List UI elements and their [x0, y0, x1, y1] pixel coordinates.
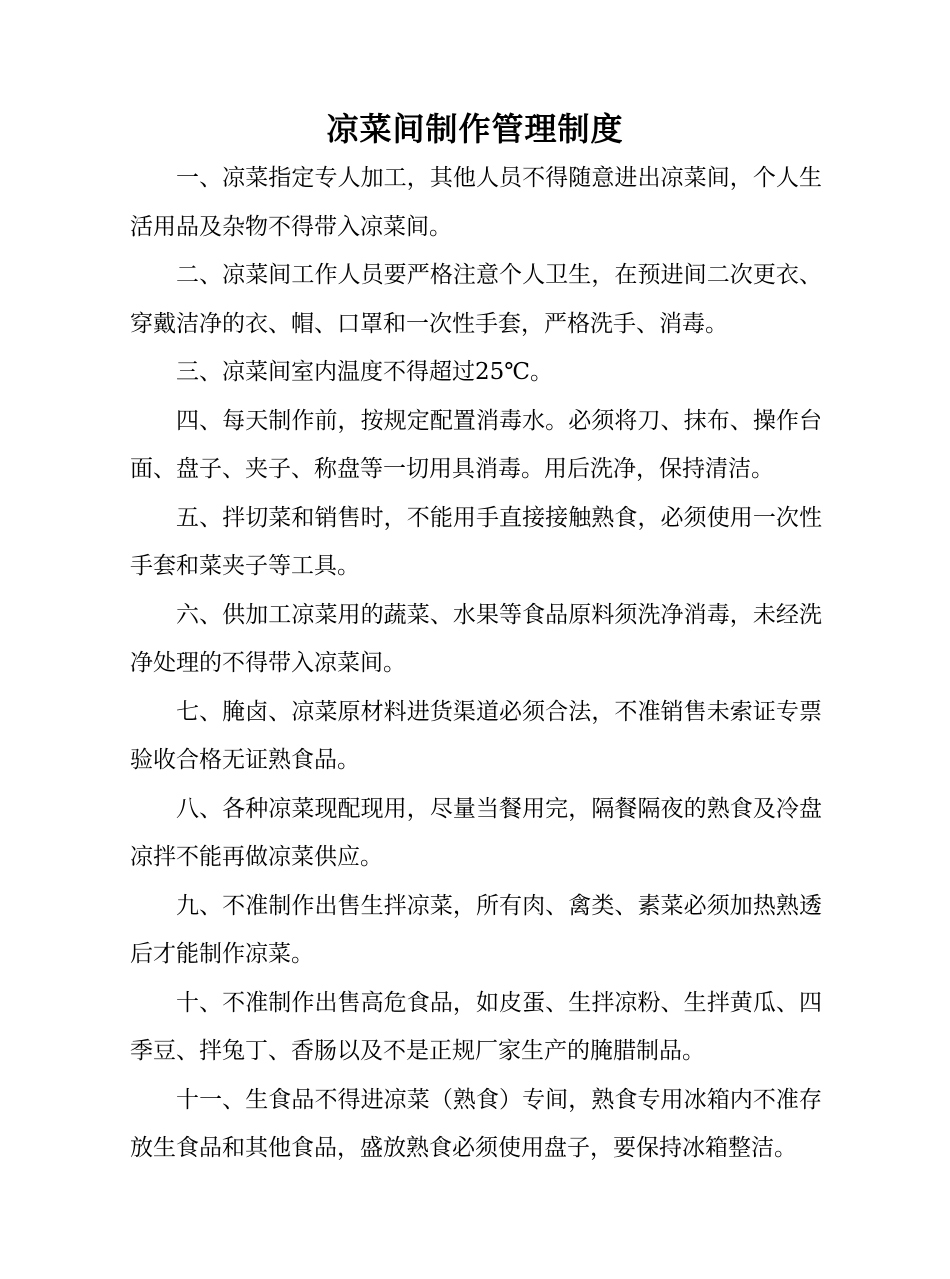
rule-paragraph-6: 六、供加工凉菜用的蔬菜、水果等食品原料须洗净消毒，未经洗净处理的不得带入凉菜间。	[130, 601, 822, 676]
rule-paragraph-2: 二、凉菜间工作人员要严格注意个人卫生，在预进间二次更衣、穿戴洁净的衣、帽、口罩和一次性手套，严格洗手、消毒。	[130, 262, 822, 337]
rule-paragraph-7: 七、腌卤、凉菜原材料进货渠道必须合法，不准销售未索证专票验收合格无证熟食品。	[130, 698, 822, 773]
rule-paragraph-9: 九、不准制作出售生拌凉菜，所有肉、禽类、素菜必须加热熟透后才能制作凉菜。	[130, 892, 822, 967]
document-title: 凉菜间制作管理制度	[326, 110, 624, 148]
rule-paragraph-1: 一、凉菜指定专人加工，其他人员不得随意进出凉菜间，个人生活用品及杂物不得带入凉菜间。	[130, 165, 822, 240]
rule-paragraph-3: 三、凉菜间室内温度不得超过25℃。	[176, 359, 553, 385]
rule-paragraph-5: 五、拌切菜和销售时，不能用手直接接触熟食，必须使用一次性手套和菜夹子等工具。	[130, 504, 822, 579]
document-body	[130, 154, 822, 1173]
rule-paragraph-10: 十、不准制作出售高危食品，如皮蛋、生拌凉粉、生拌黄瓜、四季豆、拌兔丁、香肠以及不是正规厂家生产的腌腊制品。	[130, 989, 822, 1064]
rule-paragraph-8: 八、各种凉菜现配现用，尽量当餐用完，隔餐隔夜的熟食及冷盘凉拌不能再做凉菜供应。	[130, 795, 822, 870]
rule-paragraph-4: 四、每天制作前，按规定配置消毒水。必须将刀、抹布、操作台面、盘子、夹子、称盘等一切用具消毒。用后洗净，保持清洁。	[130, 407, 822, 482]
rule-paragraph-11: 十一、生食品不得进凉菜（熟食）专间，熟食专用冰箱内不准存放生食品和其他食品，盛放熟食必须使用盘子，要保持冰箱整洁。	[130, 1086, 822, 1161]
